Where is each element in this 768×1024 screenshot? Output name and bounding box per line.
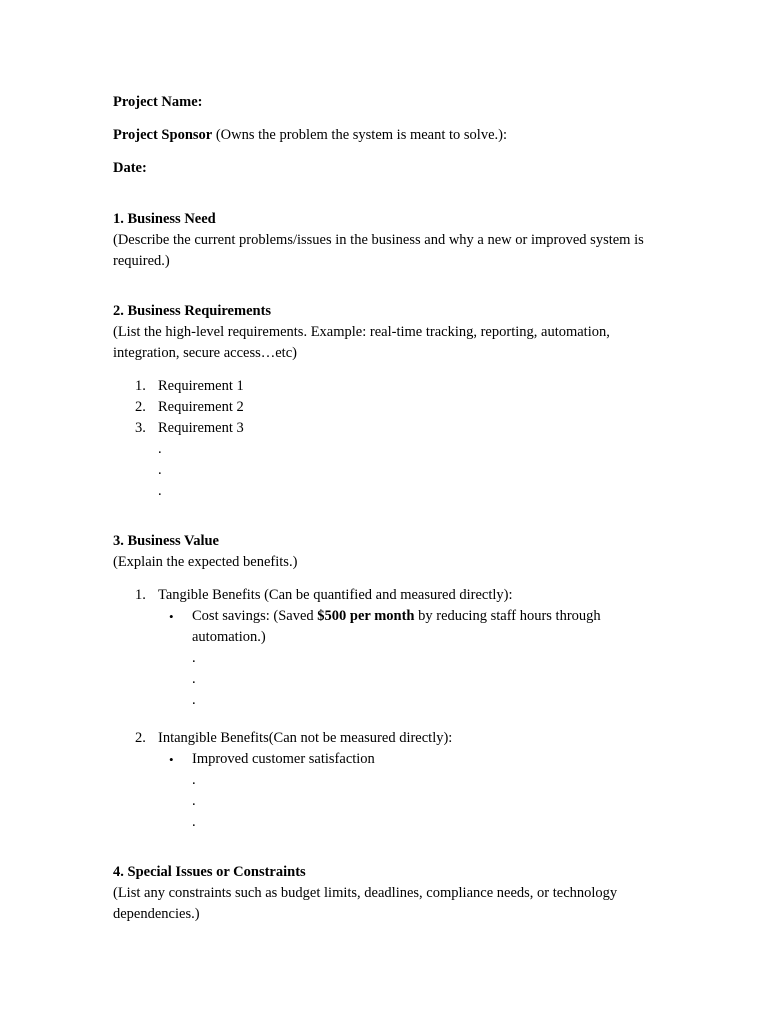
section-heading: 2. Business Requirements [113,303,272,319]
list-marker: 2. [135,399,146,415]
section-heading: 1. Business Need [113,211,216,227]
section-description: (List the high-level requirements. Example: real-time tracking, reporting, automation, integration, secure access…etc) [113,324,610,361]
section-description: (Describe the current problems/issues in the business and why a new or improved system is required.) [113,232,644,269]
bullet-item [113,606,658,627]
bullet-text-continued: automation.) [192,629,266,645]
project-name-label: Project Name: [113,94,203,110]
bullet-item [113,749,658,770]
list-marker: 1. [135,378,146,394]
bullet-icon: • [169,609,174,624]
continuation-dot: . [192,814,196,830]
list-item-text: Requirement 1 [158,378,244,394]
list-item [113,376,658,397]
list-item-text: Tangible Benefits (Can be quantified and measured directly): [158,587,513,603]
list-item [113,418,658,439]
bullet-text-bold: $500 per month [317,608,415,624]
continuation-dot: . [158,462,162,478]
date-field [113,158,658,179]
list-item-intangible [113,728,658,749]
list-item-text: Requirement 2 [158,399,244,415]
benefits-list [113,585,658,833]
list-marker: 2. [135,730,146,746]
list-item-text: Requirement 3 [158,420,244,436]
section-business-need [113,209,658,272]
bullet-text-post: by reducing staff hours through [414,608,601,624]
continuation-dot: . [192,650,196,666]
section-business-value [113,531,658,833]
continuation-dot: . [158,441,162,457]
project-sponsor-note: (Owns the problem the system is meant to solve.): [212,127,508,143]
bullet-icon: • [169,752,174,767]
project-name-field [113,92,658,113]
section-description: (List any constraints such as budget limits, deadlines, compliance needs, or technology dependencies.) [113,885,618,922]
continuation-dot: . [192,793,196,809]
list-item-text: Intangible Benefits(Can not be measured directly): [158,730,453,746]
bullet-text-pre: Cost savings: (Saved [192,608,318,624]
bullet-text: Improved customer satisfaction [192,751,375,767]
continuation-dot: . [192,772,196,788]
continuation-dot: . [192,692,196,708]
section-heading: 3. Business Value [113,533,219,549]
document-page [113,92,658,925]
requirements-list [113,376,658,502]
section-heading: 4. Special Issues or Constraints [113,864,306,880]
list-item [113,397,658,418]
continuation-dot: . [192,671,196,687]
list-marker: 1. [135,587,146,603]
section-description: (Explain the expected benefits.) [113,554,298,570]
list-item-tangible [113,585,658,606]
project-sponsor-label: Project Sponsor [113,127,213,143]
section-business-requirements [113,301,658,502]
section-constraints [113,862,658,925]
date-label: Date: [113,160,147,176]
list-marker: 3. [135,420,146,436]
continuation-dot: . [158,483,162,499]
project-sponsor-field [113,125,658,146]
